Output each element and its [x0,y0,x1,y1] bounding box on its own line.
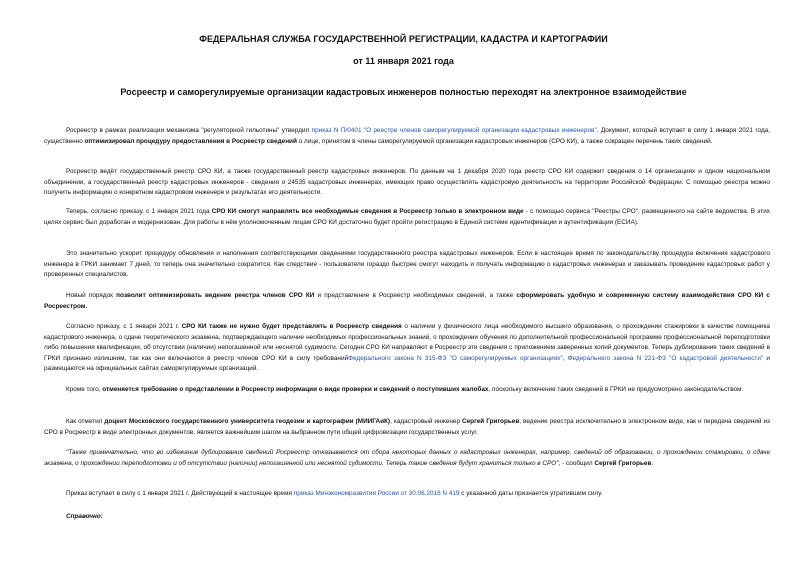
paragraph-3: Теперь, согласно приказу, с 1 января 2021 года СРО КИ смогут направлять все необходимые сведения в Росреестр только в электронном виде - с помощью сервиса "Реестры СРО", размещенного на сайте ведомства. В этих целях сервис был доработан и модернизован. Для работы в нём уполномоченным лицам СРО КИ достаточно будет пройти регистрацию в Единой системе идентификации и аутентификации (ЕСИА). [44,208,770,226]
article-title: Росреестр и саморегулируемые организации кадастровых инженеров полностью переходят на электронное взаимодействие [120,87,687,97]
law-315-link[interactable]: Федерального закона N 315-ФЗ "О саморегулируемых организациях" [348,354,563,362]
paragraph-1: Росреестр в рамках реализации механизма "регуляторной гильотины" утвердил приказ N П/0401 "О реестре членов саморегулируемой организации кадастровых инженеров". Документ, который вступает в силу 1 января 2021 года, существенно оптимизировал процедуру предоставления в Росреестр сведений о лице, принятом в члены саморегулируемой организации кадастровых инженеров (СРО КИ), а также сокращен перечень таких сведений. [44,127,771,145]
law-221-link[interactable]: Федерального закона N 221-ФЗ "О кадастровой деятельности" [567,354,764,362]
document-date: от 11 января 2021 года [353,56,454,66]
paragraph-4: Это значительно ускорит процедуру обновления и наполнения соответствующими сведениями государственного реестра кадастровых инженеров. Если в настоящее время по законодательству процедура включения кадастрового инженера в ГРКИ занимает 7 дней, то теперь она значительно сократится. Как следствие - пользователи гораздо быстрее смогут находить и получать информацию о кадастровых инженерах и заказывать проведение кадастровых работ у проверенных специалистов. [44,250,770,279]
agency-title: ФЕДЕРАЛЬНАЯ СЛУЖБА ГОСУДАРСТВЕННОЙ РЕГИСТРАЦИИ, КАДАСТРА И КАРТОГРАФИИ [199,34,608,44]
reference-label: Справочно: [66,513,103,520]
quote: "Также примечательно, что во избежание дублирования сведений Росреестр отказывается от сбора некоторых данных о кадастровых инженерах, например, сведений об образовании, о прохождении стажировки, о сдаче экзамена, о прохождении переподготовки и об отсутствии (наличии) непогашенной или неснятой судимости. Теперь такие сведения будут храниться только в СРО" [44,449,770,467]
paragraph-5: Новый порядок позволит оптимизировать ведение реестра членов СРО КИ и представление в Росреестр необходимых сведений, а также сформировать удобную и современную систему взаимодействия СРО КИ с Росреестром. [44,292,770,310]
paragraph-10: Приказ вступает в силу с 1 января 2021 г. Действующий в настоящее время приказ Минэкономразвития России от 30.06.2016 N 419 с указанной даты признается утратившим силу. [66,490,603,497]
paragraph-7: Кроме того, отменяется требование о представлении в Росреестр информации о виде проверки и сведений о поступивших жалобах, поскольку включение таких сведений в ГРКИ не предусмотрено законодательством. [66,386,744,393]
paragraph-2: Росреестр ведёт государственный реестр СРО КИ, а также государственный реестр кадастровых инженеров. По данным на 1 декабря 2020 года реестр СРО КИ содержит сведения о 14 организациях и одном национальном объединении, а государственный реестр кадастровых инженеров - сведения о 24535 кадастровых инженерах, имеющих право осуществлять кадастровую деятельность на территории Российской Федерации. С помощью реестра можно получить информацию о конкретном кадастровом инженере и результатах его деятельности. [44,168,770,197]
paragraph-6: Согласно приказу, с 1 января 2021 г. СРО КИ также не нужно будет представлять в Росреестр сведения о наличии у физического лица необходимого высшего образования, о прохождении стажировки в качестве помощника кадастрового инженера, о сдаче теоретического экзамена, подтверждающего наличие необходимых профессиональных знаний, о прохождении обучения по дополнительной профессиональной программе профессиональной переподготовки либо повышения квалификации, об отсутствии (наличии) непогашенной или неснятой судимости. Сегодня СРО КИ направляют в Росреестр эти сведения с приложением заверенных копий документов. Теперь дублирование таких сведений в ГРКИ признано излишним, так как они включаются в реестр членов СРО КИ в силу требованийФедерального закона N 315-ФЗ "О саморегулируемых организациях", Федерального закона N 221-ФЗ "О кадастровой деятельности" и размещаются на официальных сайтах саморегулируемых организаций. [44,323,770,373]
paragraph-8: Как отметил доцент Московского государственного университета геодезии и картографии (МИИГАиК), кадастровый инженер Сергей Григорьев, ведение реестра исключительно в электронном виде, как и передача сведений из СРО в Росреестр в виде электронных документов, является важнейшим шагом на выбранном пути общей цифровизации государственных услуг. [44,418,770,436]
paragraph-9: "Также примечательно, что во избежание дублирования сведений Росреестр отказывается от сбора некоторых данных о кадастровых инженерах, например, сведений об образовании, о прохождении стажировки, о сдаче экзамена, о прохождении переподготовки и об отсутствии (наличии) непогашенной или неснятой судимости. Теперь такие сведения будут храниться только в СРО", - сообщил Сергей Григорьев. [44,449,770,467]
order-link[interactable]: приказ N П/0401 "О реестре членов саморегулируемой организации кадастровых инженеров" [311,127,597,134]
minec-order-link[interactable]: приказ Минэкономразвития России от 30.06.2016 N 419 [293,490,460,497]
